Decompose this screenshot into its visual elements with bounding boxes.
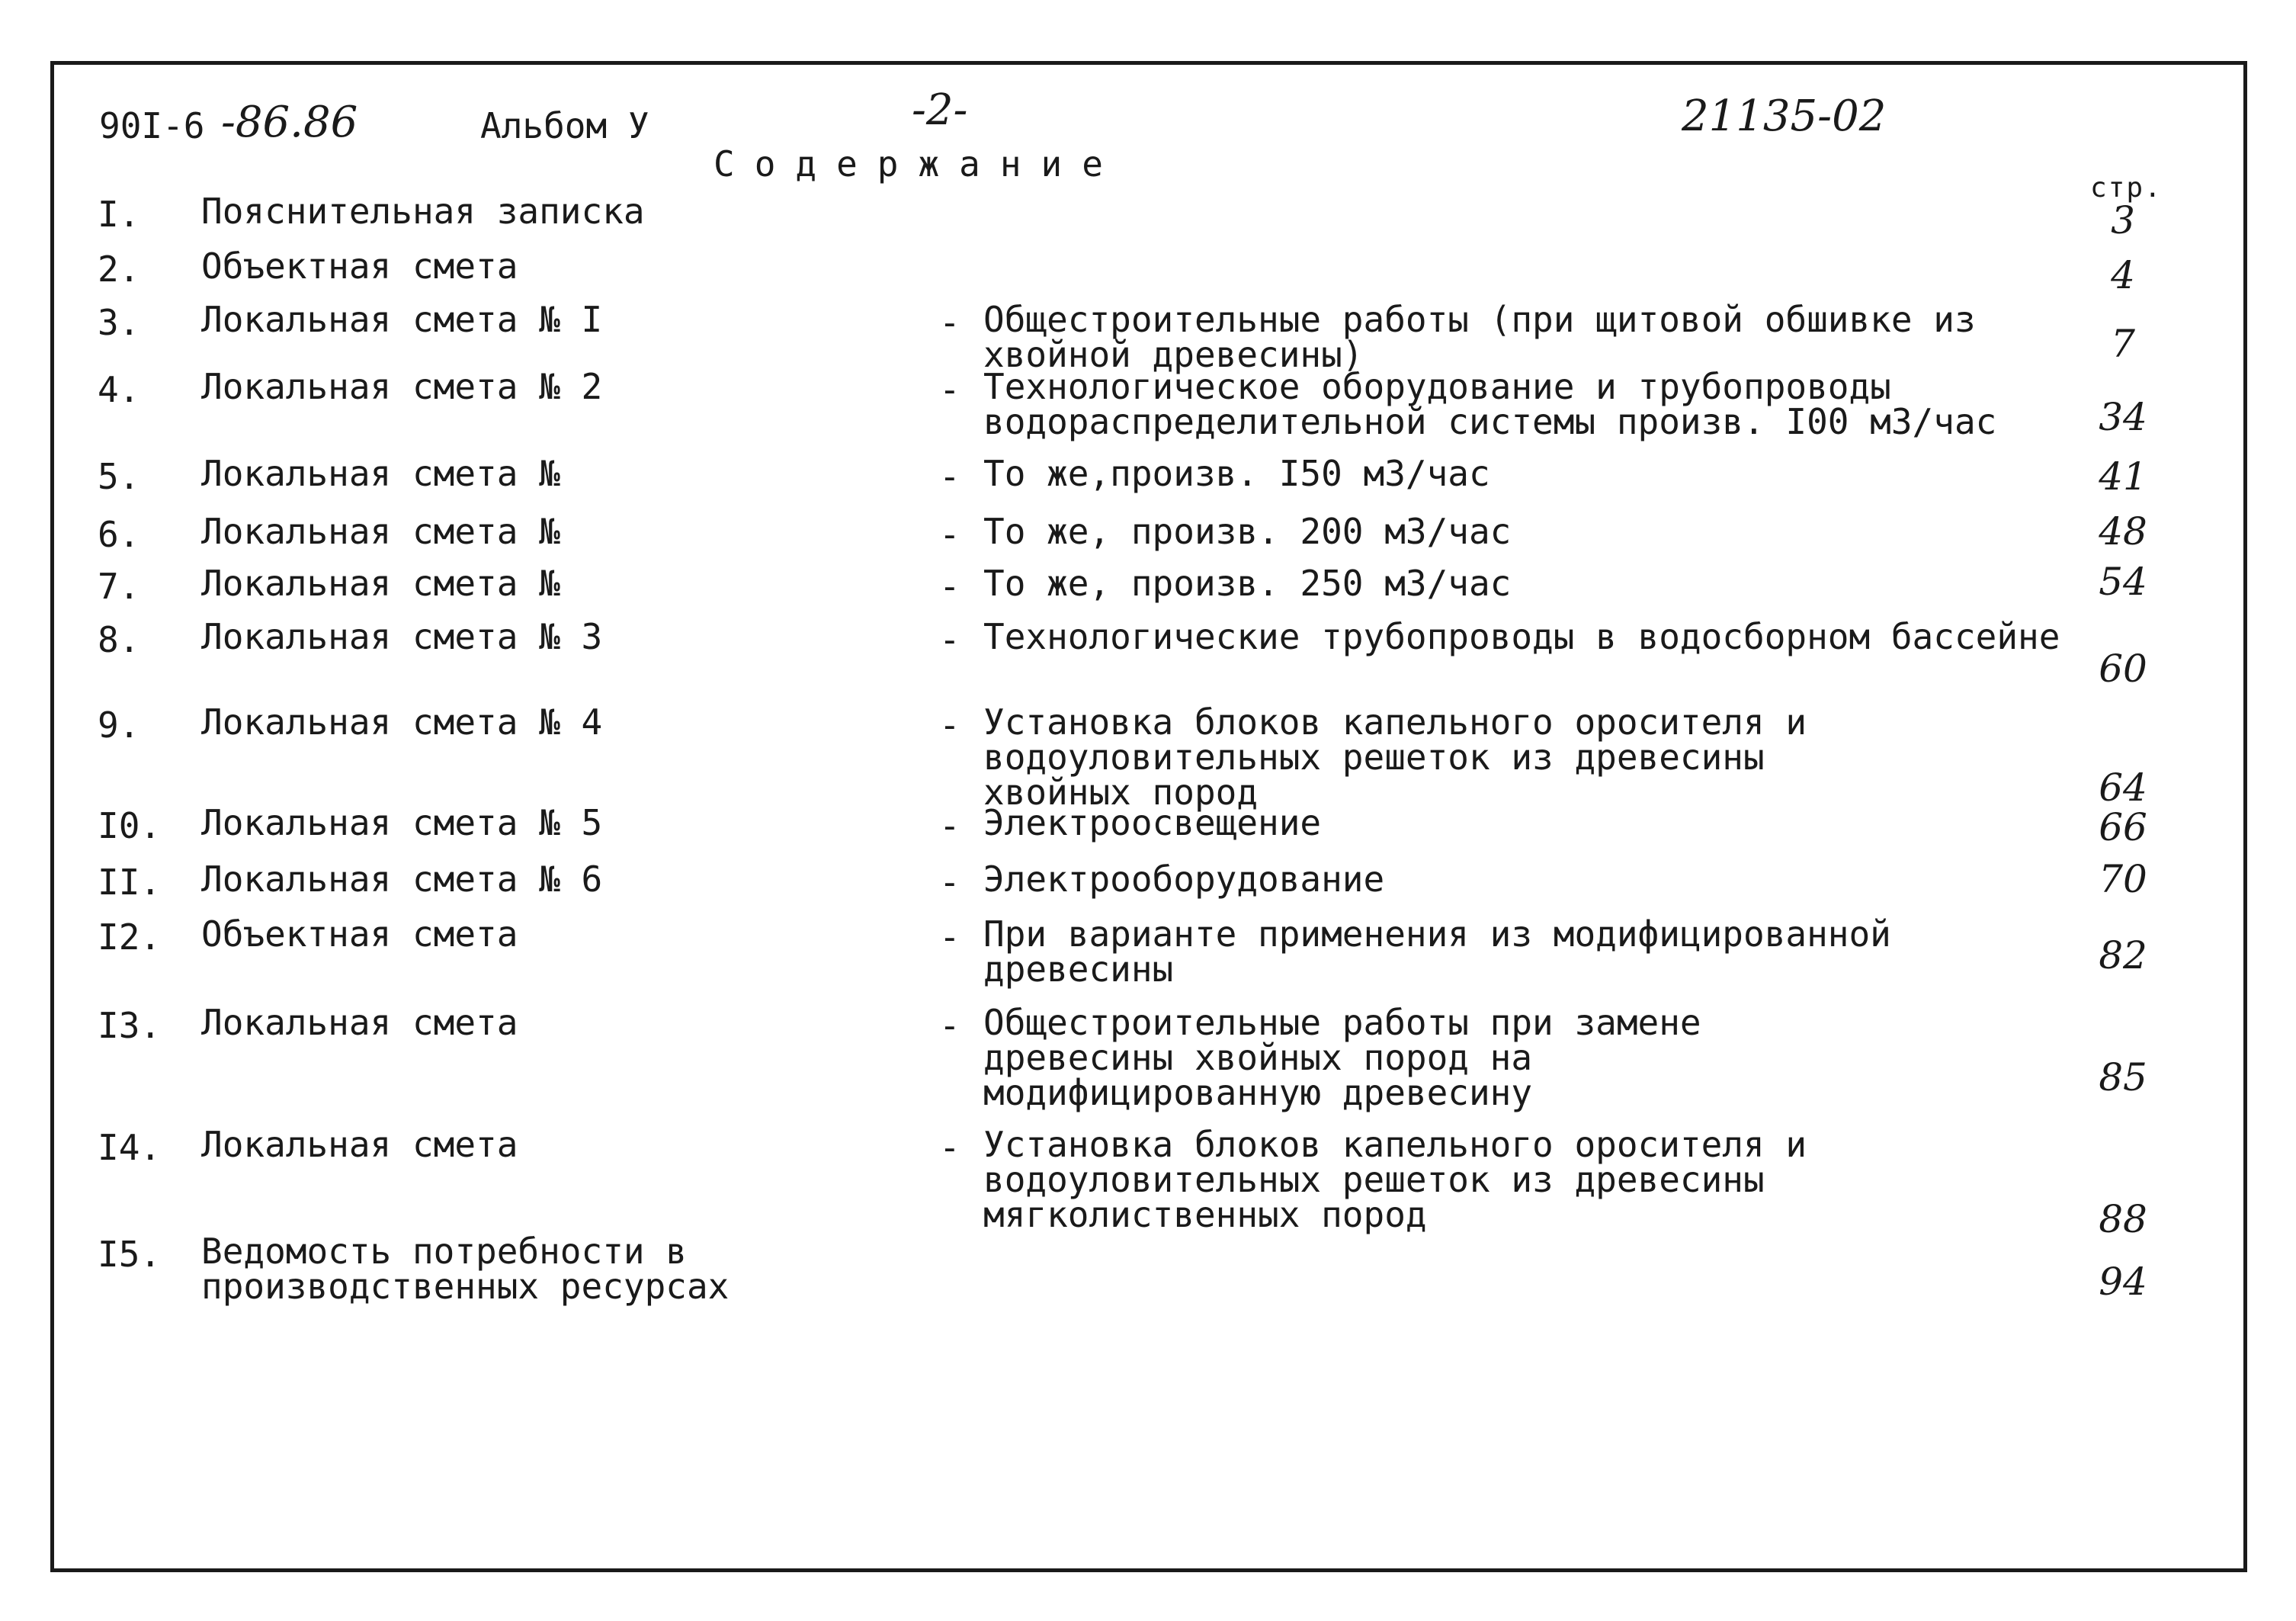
row-title: Локальная смета № 5	[201, 802, 603, 843]
row-title: Объектная смета	[201, 913, 518, 955]
row-title: Локальная смета № 3	[201, 616, 603, 657]
page-column-label: стр.	[2090, 172, 2163, 204]
row-title: Локальная смета	[201, 1002, 518, 1043]
row-dash: -	[939, 916, 960, 958]
row-dash: -	[939, 1127, 960, 1168]
row-title: Локальная смета №	[201, 453, 560, 494]
row-page: 54	[2099, 560, 2147, 604]
row-dash: -	[939, 805, 960, 846]
document-number: 21135-02	[1682, 91, 1887, 141]
row-page: 64	[2099, 766, 2147, 810]
row-title: Локальная смета №	[201, 563, 560, 604]
row-dash: -	[939, 862, 960, 903]
row-title: Ведомость потребности в производственных ресурсах	[201, 1231, 730, 1307]
row-number: 5.	[98, 456, 140, 497]
row-title: Локальная смета № I	[201, 299, 603, 340]
row-number: I4.	[98, 1127, 162, 1168]
row-description: Электрооборудование	[983, 859, 1385, 900]
row-title: Локальная смета № 2	[201, 366, 603, 407]
row-page: 66	[2099, 805, 2147, 849]
row-description: Общестроительные работы (при щитовой обшивке из хвойной древесины)	[983, 299, 1976, 375]
document-code: 90I-6	[99, 105, 205, 146]
row-page: 4	[2111, 253, 2135, 297]
row-page: 41	[2099, 454, 2147, 499]
row-number: 4.	[98, 369, 140, 410]
row-description: То же, произв. 250 м3/час	[983, 563, 1512, 604]
album-label: Альбом У	[480, 105, 649, 146]
row-page: 70	[2099, 857, 2147, 901]
row-number: I0.	[98, 805, 162, 846]
row-dash: -	[939, 566, 960, 607]
row-description: Общестроительные работы при замене древесины хвойных пород на модифицированную древесину	[983, 1002, 1701, 1113]
row-title: Локальная смета	[201, 1124, 518, 1165]
row-description: Технологическое оборудование и трубопроводы водораспределительной системы произв. I00 м3/час	[983, 366, 1997, 442]
row-dash: -	[939, 302, 960, 343]
row-number: 6.	[98, 514, 140, 555]
row-dash: -	[939, 1005, 960, 1046]
row-title: Локальная смета № 6	[201, 859, 603, 900]
row-page: 7	[2111, 322, 2135, 366]
row-dash: -	[939, 369, 960, 410]
row-dash: -	[939, 514, 960, 555]
row-page: 48	[2099, 509, 2147, 554]
row-page: 94	[2099, 1260, 2147, 1304]
row-page: 88	[2099, 1197, 2147, 1241]
row-page: 82	[2099, 933, 2147, 977]
row-description: Технологические трубопроводы в водосборном бассейне	[983, 616, 2060, 657]
row-description: То же,произв. I50 м3/час	[983, 453, 1490, 494]
row-title: Локальная смета № 4	[201, 701, 603, 743]
row-number: 3.	[98, 302, 140, 343]
row-number: I3.	[98, 1005, 162, 1046]
row-description: Электроосвещение	[983, 802, 1322, 843]
row-page: 60	[2099, 647, 2147, 691]
row-dash: -	[939, 456, 960, 497]
row-description: При варианте применения из модифицированной древесины	[983, 913, 1891, 990]
row-description: Установка блоков капельного оросителя и водоуловительных решеток из древесины хвойных пород	[983, 701, 1807, 813]
row-title: Пояснительная записка	[201, 191, 645, 232]
document-code-handwritten: -86.86	[221, 98, 358, 147]
row-number: 2.	[98, 249, 140, 290]
page-number: -2-	[912, 85, 968, 135]
row-number: I.	[98, 194, 140, 235]
row-number: 8.	[98, 619, 140, 660]
row-number: II.	[98, 862, 162, 903]
row-page: 34	[2099, 395, 2147, 439]
row-number: I5.	[98, 1234, 162, 1275]
row-title: Локальная смета №	[201, 511, 560, 552]
row-page: 3	[2111, 198, 2135, 242]
row-number: 7.	[98, 566, 140, 607]
row-dash: -	[939, 619, 960, 660]
row-title: Объектная смета	[201, 246, 518, 287]
row-number: 9.	[98, 705, 140, 746]
contents-heading: Содержание	[713, 143, 1123, 185]
row-description: Установка блоков капельного оросителя и водоуловительных решеток из древесины мягколиственных пород	[983, 1124, 1807, 1235]
row-description: То же, произв. 200 м3/час	[983, 511, 1512, 552]
row-page: 85	[2099, 1055, 2147, 1099]
row-number: I2.	[98, 916, 162, 958]
row-dash: -	[939, 705, 960, 746]
